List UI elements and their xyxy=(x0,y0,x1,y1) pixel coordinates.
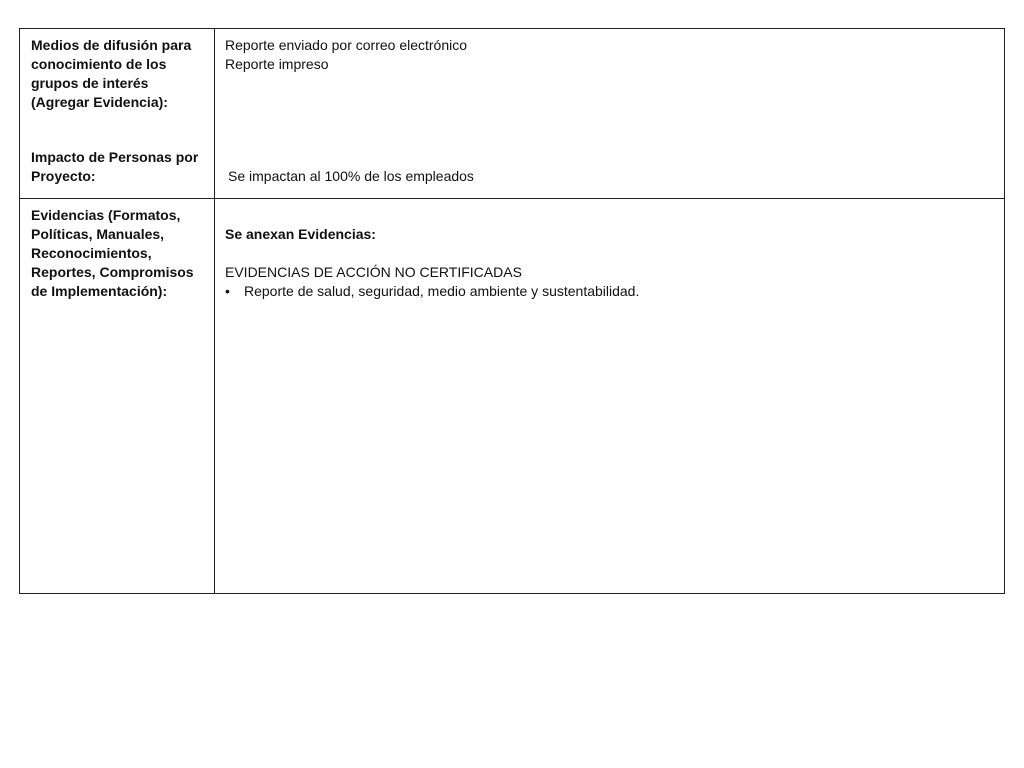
label-cell-dissemination xyxy=(20,29,215,199)
bullet-icon: • xyxy=(225,283,230,300)
document-table xyxy=(19,28,1005,594)
evidence-label: Evidencias (Formatos, Políticas, Manuales, Reconocimientos, Reportes, Compromisos de Implementación): xyxy=(31,207,194,300)
evidence-subheading: EVIDENCIAS DE ACCIÓN NO CERTIFICADAS xyxy=(225,264,522,281)
table-row xyxy=(20,29,1005,199)
table-row xyxy=(20,199,1005,594)
dissemination-line-1: Reporte enviado por correo electrónico xyxy=(225,37,468,53)
label-cell-evidence xyxy=(20,199,215,594)
evidence-heading: Se anexan Evidencias: xyxy=(225,226,376,243)
evidence-bullet-text: Reporte de salud, seguridad, medio ambiente y sustentabilidad. xyxy=(244,283,640,300)
content-cell-evidence xyxy=(215,199,1005,594)
content-cell-dissemination xyxy=(215,29,1005,199)
list-item xyxy=(225,282,639,301)
impact-value: Se impactan al 100% de los empleados xyxy=(228,168,474,184)
dissemination-label: Medios de difusión para conocimiento de los grupos de interés (Agregar Evidencia): xyxy=(31,37,192,110)
dissemination-line-2: Reporte impreso xyxy=(225,56,329,72)
impact-label: Impacto de Personas por Proyecto: xyxy=(31,149,199,184)
